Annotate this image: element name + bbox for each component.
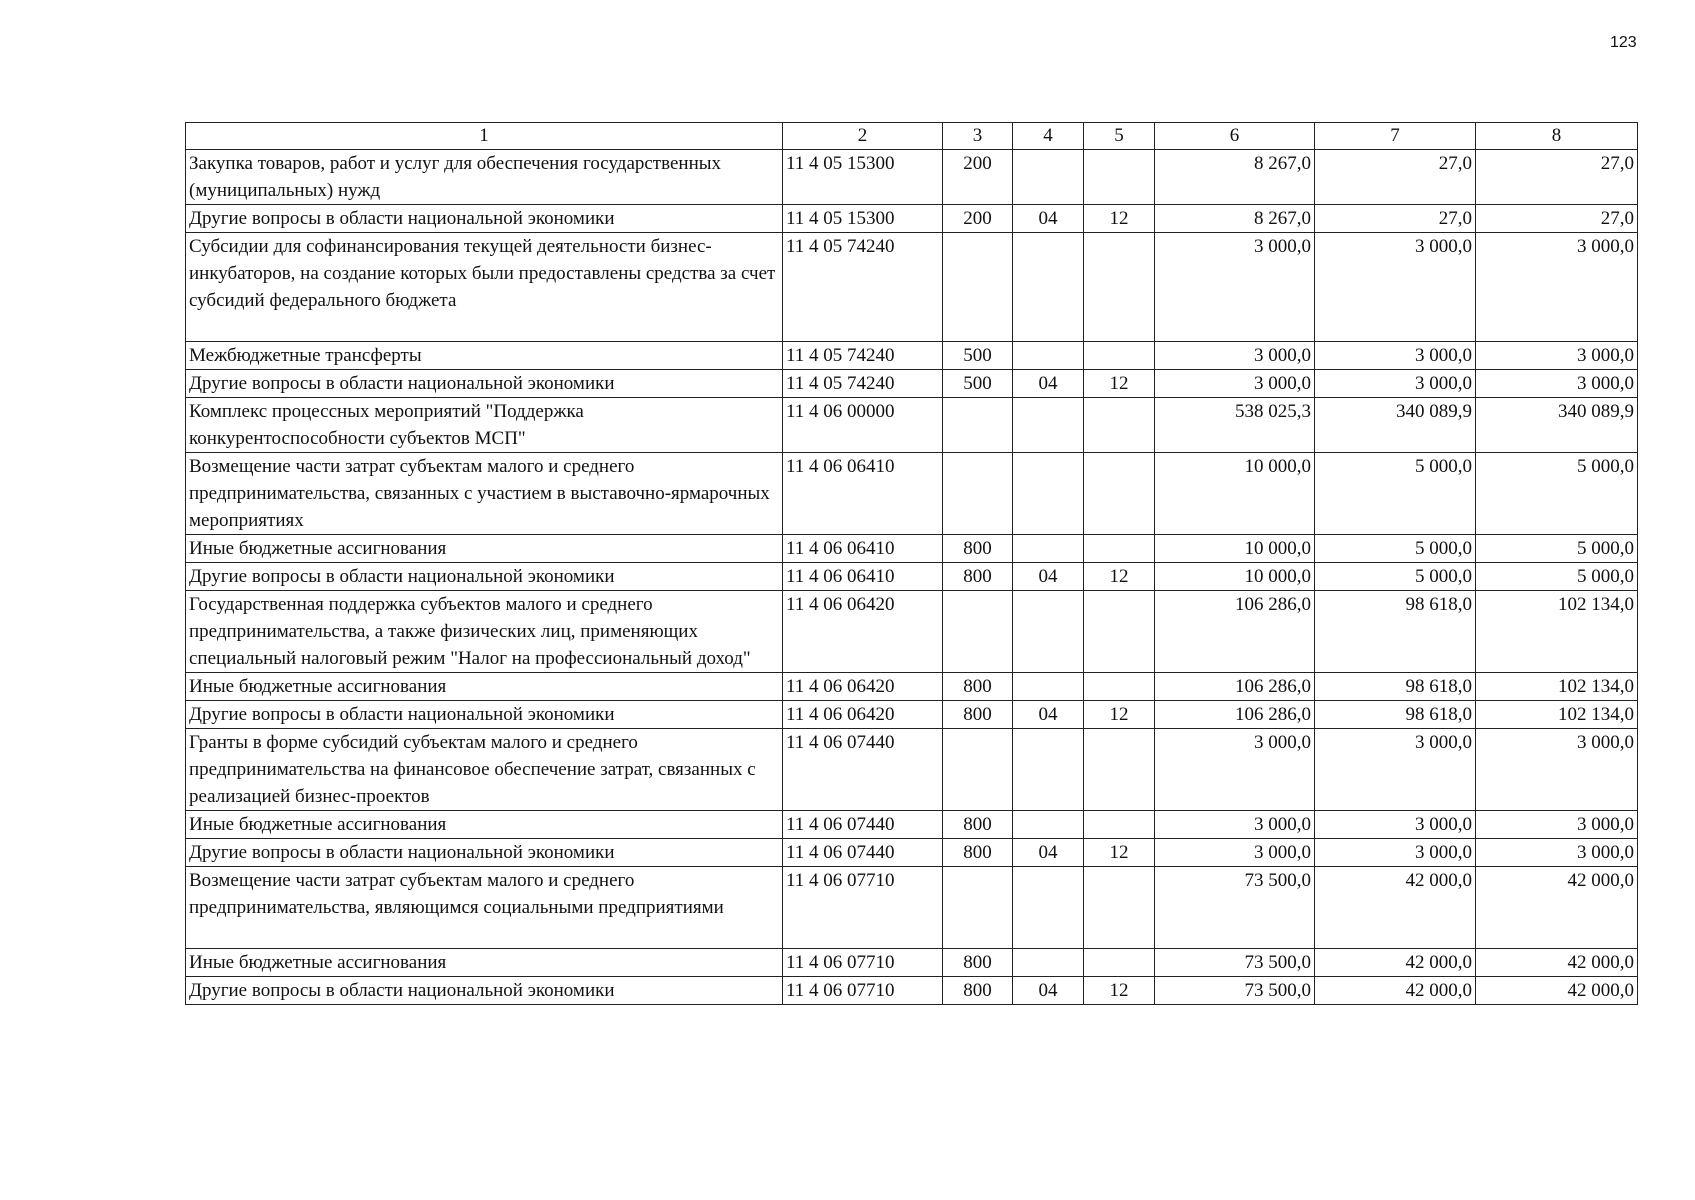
- amount-col8-cell: 27,0: [1476, 150, 1638, 205]
- amount-col7-cell: 27,0: [1315, 205, 1476, 233]
- section-cell: 04: [1013, 205, 1084, 233]
- item-name-cell: Иные бюджетные ассигнования: [186, 673, 783, 701]
- amount-col6-cell: 10 000,0: [1155, 453, 1315, 535]
- table-row: [186, 729, 1638, 811]
- target-code-cell: 11 4 06 06420: [783, 701, 943, 729]
- target-code-cell: 11 4 06 06420: [783, 673, 943, 701]
- table-header-row: [186, 123, 1638, 150]
- amount-col7-cell: 42 000,0: [1315, 977, 1476, 1005]
- amount-col8-cell: 5 000,0: [1476, 535, 1638, 563]
- item-name-cell: Другие вопросы в области национальной экономики: [186, 563, 783, 591]
- amount-col8-cell: 5 000,0: [1476, 563, 1638, 591]
- amount-col8-cell: 102 134,0: [1476, 591, 1638, 673]
- target-code-cell: 11 4 05 74240: [783, 233, 943, 342]
- expense-type-cell: 800: [943, 839, 1013, 867]
- expense-type-cell: [943, 729, 1013, 811]
- table-row: [186, 535, 1638, 563]
- item-name-cell: Комплекс процессных мероприятий "Поддержка конкурентоспособности субъектов МСП": [186, 398, 783, 453]
- amount-col6-cell: 3 000,0: [1155, 370, 1315, 398]
- target-code-cell: 11 4 06 00000: [783, 398, 943, 453]
- item-name-cell: Другие вопросы в области национальной экономики: [186, 701, 783, 729]
- expense-type-cell: 800: [943, 673, 1013, 701]
- item-name-cell: Закупка товаров, работ и услуг для обеспечения государственных (муниципальных) нужд: [186, 150, 783, 205]
- table-row: [186, 673, 1638, 701]
- amount-col6-cell: 3 000,0: [1155, 342, 1315, 370]
- section-cell: [1013, 453, 1084, 535]
- amount-col6-cell: 538 025,3: [1155, 398, 1315, 453]
- expense-type-cell: 200: [943, 150, 1013, 205]
- column-header: 7: [1315, 123, 1476, 150]
- subsection-cell: [1084, 729, 1155, 811]
- subsection-cell: [1084, 673, 1155, 701]
- item-name-cell: Государственная поддержка субъектов малого и среднего предпринимательства, а также физических лиц, применяющих специальный налоговый режим "Налог на профессиональный доход": [186, 591, 783, 673]
- table-row: [186, 701, 1638, 729]
- table-row: [186, 591, 1638, 673]
- amount-col8-cell: 102 134,0: [1476, 701, 1638, 729]
- table-row: [186, 205, 1638, 233]
- section-cell: 04: [1013, 370, 1084, 398]
- target-code-cell: 11 4 06 06420: [783, 591, 943, 673]
- target-code-cell: 11 4 06 06410: [783, 563, 943, 591]
- amount-col7-cell: 42 000,0: [1315, 949, 1476, 977]
- subsection-cell: [1084, 591, 1155, 673]
- expense-type-cell: 800: [943, 535, 1013, 563]
- amount-col7-cell: 42 000,0: [1315, 867, 1476, 949]
- budget-table: [185, 122, 1638, 1005]
- table-row: [186, 370, 1638, 398]
- subsection-cell: 12: [1084, 370, 1155, 398]
- target-code-cell: 11 4 06 07710: [783, 867, 943, 949]
- amount-col7-cell: 98 618,0: [1315, 673, 1476, 701]
- section-cell: [1013, 233, 1084, 342]
- amount-col7-cell: 3 000,0: [1315, 233, 1476, 342]
- subsection-cell: [1084, 535, 1155, 563]
- amount-col7-cell: 3 000,0: [1315, 729, 1476, 811]
- expense-type-cell: 800: [943, 977, 1013, 1005]
- amount-col7-cell: 5 000,0: [1315, 453, 1476, 535]
- amount-col7-cell: 98 618,0: [1315, 701, 1476, 729]
- expense-type-cell: [943, 591, 1013, 673]
- column-header: 3: [943, 123, 1013, 150]
- amount-col6-cell: 3 000,0: [1155, 729, 1315, 811]
- section-cell: [1013, 591, 1084, 673]
- item-name-cell: Иные бюджетные ассигнования: [186, 535, 783, 563]
- amount-col8-cell: 3 000,0: [1476, 342, 1638, 370]
- table-row: [186, 977, 1638, 1005]
- amount-col6-cell: 3 000,0: [1155, 233, 1315, 342]
- item-name-cell: Возмещение части затрат субъектам малого и среднего предпринимательства, связанных с участием в выставочно-ярмарочных мероприятиях: [186, 453, 783, 535]
- amount-col7-cell: 5 000,0: [1315, 563, 1476, 591]
- subsection-cell: [1084, 342, 1155, 370]
- expense-type-cell: 800: [943, 811, 1013, 839]
- expense-type-cell: 800: [943, 949, 1013, 977]
- column-header: 1: [186, 123, 783, 150]
- expense-type-cell: [943, 867, 1013, 949]
- target-code-cell: 11 4 06 07710: [783, 977, 943, 1005]
- section-cell: [1013, 535, 1084, 563]
- column-header: 4: [1013, 123, 1084, 150]
- section-cell: [1013, 867, 1084, 949]
- expense-type-cell: [943, 233, 1013, 342]
- amount-col8-cell: 3 000,0: [1476, 233, 1638, 342]
- target-code-cell: 11 4 06 06410: [783, 535, 943, 563]
- table-row: [186, 233, 1638, 342]
- section-cell: [1013, 729, 1084, 811]
- target-code-cell: 11 4 06 07710: [783, 949, 943, 977]
- expense-type-cell: 200: [943, 205, 1013, 233]
- table-row: [186, 839, 1638, 867]
- section-cell: [1013, 811, 1084, 839]
- target-code-cell: 11 4 06 06410: [783, 453, 943, 535]
- expense-type-cell: [943, 453, 1013, 535]
- amount-col6-cell: 106 286,0: [1155, 591, 1315, 673]
- amount-col8-cell: 3 000,0: [1476, 370, 1638, 398]
- item-name-cell: Иные бюджетные ассигнования: [186, 949, 783, 977]
- section-cell: [1013, 673, 1084, 701]
- amount-col7-cell: 340 089,9: [1315, 398, 1476, 453]
- target-code-cell: 11 4 05 15300: [783, 205, 943, 233]
- subsection-cell: [1084, 398, 1155, 453]
- amount-col8-cell: 27,0: [1476, 205, 1638, 233]
- expense-type-cell: 800: [943, 563, 1013, 591]
- subsection-cell: 12: [1084, 205, 1155, 233]
- amount-col8-cell: 42 000,0: [1476, 867, 1638, 949]
- subsection-cell: [1084, 811, 1155, 839]
- item-name-cell: Иные бюджетные ассигнования: [186, 811, 783, 839]
- section-cell: [1013, 150, 1084, 205]
- subsection-cell: 12: [1084, 839, 1155, 867]
- item-name-cell: Субсидии для софинансирования текущей деятельности бизнес-инкубаторов, на создание которых были предоставлены средства за счет субсидий федерального бюджета: [186, 233, 783, 342]
- table-row: [186, 453, 1638, 535]
- amount-col7-cell: 5 000,0: [1315, 535, 1476, 563]
- amount-col6-cell: 10 000,0: [1155, 563, 1315, 591]
- section-cell: [1013, 949, 1084, 977]
- section-cell: 04: [1013, 977, 1084, 1005]
- amount-col6-cell: 10 000,0: [1155, 535, 1315, 563]
- amount-col7-cell: 3 000,0: [1315, 811, 1476, 839]
- amount-col6-cell: 8 267,0: [1155, 150, 1315, 205]
- table-row: [186, 398, 1638, 453]
- amount-col6-cell: 106 286,0: [1155, 673, 1315, 701]
- item-name-cell: Гранты в форме субсидий субъектам малого и среднего предпринимательства на финансовое обеспечение затрат, связанных с реализацией бизнес-проектов: [186, 729, 783, 811]
- section-cell: 04: [1013, 701, 1084, 729]
- amount-col8-cell: 42 000,0: [1476, 949, 1638, 977]
- target-code-cell: 11 4 05 15300: [783, 150, 943, 205]
- table-row: [186, 150, 1638, 205]
- subsection-cell: [1084, 233, 1155, 342]
- expense-type-cell: 800: [943, 701, 1013, 729]
- expense-type-cell: 500: [943, 342, 1013, 370]
- expense-type-cell: [943, 398, 1013, 453]
- amount-col8-cell: 3 000,0: [1476, 839, 1638, 867]
- amount-col8-cell: 340 089,9: [1476, 398, 1638, 453]
- amount-col8-cell: 3 000,0: [1476, 811, 1638, 839]
- item-name-cell: Другие вопросы в области национальной экономики: [186, 205, 783, 233]
- amount-col8-cell: 102 134,0: [1476, 673, 1638, 701]
- subsection-cell: 12: [1084, 977, 1155, 1005]
- amount-col7-cell: 98 618,0: [1315, 591, 1476, 673]
- item-name-cell: Межбюджетные трансферты: [186, 342, 783, 370]
- item-name-cell: Другие вопросы в области национальной экономики: [186, 370, 783, 398]
- table-row: [186, 563, 1638, 591]
- amount-col6-cell: 106 286,0: [1155, 701, 1315, 729]
- amount-col7-cell: 27,0: [1315, 150, 1476, 205]
- column-header: 2: [783, 123, 943, 150]
- column-header: 6: [1155, 123, 1315, 150]
- target-code-cell: 11 4 06 07440: [783, 839, 943, 867]
- subsection-cell: [1084, 867, 1155, 949]
- target-code-cell: 11 4 05 74240: [783, 342, 943, 370]
- amount-col6-cell: 3 000,0: [1155, 839, 1315, 867]
- table-row: [186, 342, 1638, 370]
- subsection-cell: [1084, 949, 1155, 977]
- subsection-cell: 12: [1084, 701, 1155, 729]
- section-cell: 04: [1013, 839, 1084, 867]
- amount-col7-cell: 3 000,0: [1315, 342, 1476, 370]
- subsection-cell: 12: [1084, 563, 1155, 591]
- target-code-cell: 11 4 05 74240: [783, 370, 943, 398]
- section-cell: [1013, 342, 1084, 370]
- table-row: [186, 949, 1638, 977]
- amount-col6-cell: 3 000,0: [1155, 811, 1315, 839]
- page-number: 123: [1610, 34, 1637, 51]
- amount-col6-cell: 73 500,0: [1155, 949, 1315, 977]
- section-cell: [1013, 398, 1084, 453]
- subsection-cell: [1084, 150, 1155, 205]
- section-cell: 04: [1013, 563, 1084, 591]
- item-name-cell: Другие вопросы в области национальной экономики: [186, 839, 783, 867]
- table-row: [186, 811, 1638, 839]
- item-name-cell: Другие вопросы в области национальной экономики: [186, 977, 783, 1005]
- column-header: 5: [1084, 123, 1155, 150]
- column-header: 8: [1476, 123, 1638, 150]
- amount-col7-cell: 3 000,0: [1315, 839, 1476, 867]
- amount-col6-cell: 73 500,0: [1155, 977, 1315, 1005]
- amount-col8-cell: 3 000,0: [1476, 729, 1638, 811]
- amount-col8-cell: 42 000,0: [1476, 977, 1638, 1005]
- table-row: [186, 867, 1638, 949]
- amount-col7-cell: 3 000,0: [1315, 370, 1476, 398]
- subsection-cell: [1084, 453, 1155, 535]
- expense-type-cell: 500: [943, 370, 1013, 398]
- target-code-cell: 11 4 06 07440: [783, 729, 943, 811]
- amount-col8-cell: 5 000,0: [1476, 453, 1638, 535]
- target-code-cell: 11 4 06 07440: [783, 811, 943, 839]
- amount-col6-cell: 73 500,0: [1155, 867, 1315, 949]
- amount-col6-cell: 8 267,0: [1155, 205, 1315, 233]
- item-name-cell: Возмещение части затрат субъектам малого и среднего предпринимательства, являющимся социальными предприятиями: [186, 867, 783, 949]
